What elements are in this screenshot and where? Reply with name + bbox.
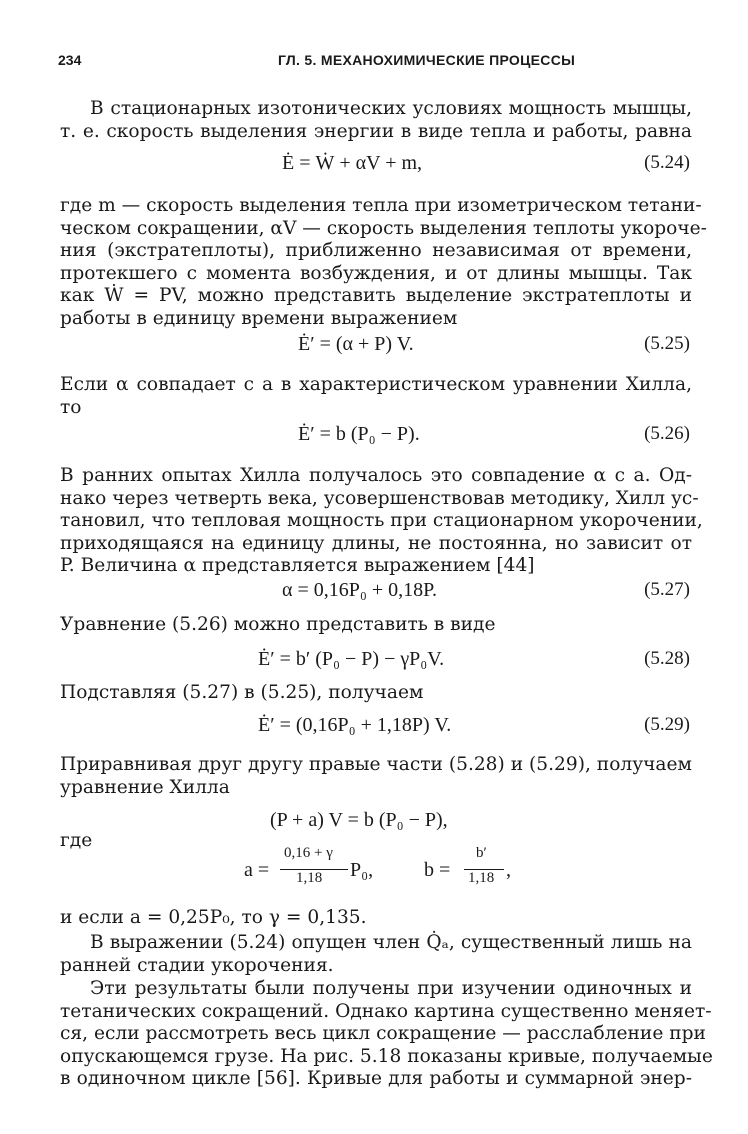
text-line: нако через четверть века, усовершенствовав методику, Хилл ус-: [60, 487, 699, 509]
text-line: Эти результаты были получены при изучении одиночных и: [90, 978, 692, 999]
text-line: ся, если рассмотреть весь цикл сокращение — расслабление при: [60, 1023, 706, 1044]
equation-formula: Ė′ = b′ (P₀ − P) − γP₀V.: [258, 648, 445, 670]
text-line: т. е. скорость выделения энергии в виде тепла и работы, равна: [60, 120, 692, 142]
text-line: В стационарных изотонических условиях мощность мышцы,: [90, 98, 692, 119]
equation-formula: Ė′ = (α + P) V.: [298, 333, 414, 355]
equation-5-26: [60, 423, 692, 449]
text-line: тановил, что тепловая мощность при стационарном укорочении,: [60, 510, 703, 531]
running-header: [58, 52, 690, 74]
equation-5-27: [60, 579, 692, 605]
text-line: в одиночном цикле [56]. Кривые для работы и суммарной энер-: [60, 1068, 692, 1089]
fraction-tail: ,: [506, 859, 511, 881]
equation-5-29: [60, 714, 692, 740]
text-line: Приравнивая друг другу правые части (5.28) и (5.29), получаем: [60, 754, 692, 775]
equation-number: (5.26): [644, 423, 690, 444]
text-line: протекшего с момента возбуждения, и от длины мышцы. Так: [60, 262, 692, 284]
text-line: как Ẇ = PV, можно представить выделение экстратеплоты и: [60, 285, 692, 306]
text-line: ния (экстратеплоты), приближенно независимая от времени,: [60, 240, 692, 261]
equation-formula: (P + a) V = b (P₀ − P),: [270, 809, 448, 831]
paragraph-3: [60, 374, 692, 419]
text-line: где m — скорость выделения тепла при изометрическом тетани-: [60, 195, 702, 216]
equation-formula: Ė′ = (0,16P₀ + 1,18P) V.: [258, 714, 452, 736]
text-line: уравнение Хилла: [60, 776, 230, 798]
text-line: тетанических сокращений. Однако картина существенно меняет-: [60, 1000, 712, 1022]
text-line: и если a = 0,25P₀, то γ = 0,135.: [60, 907, 367, 928]
fraction-denominator: 1,18: [468, 870, 495, 886]
fraction-numerator: 0,16 + γ: [284, 845, 333, 861]
equation-formula: α = 0,16P₀ + 0,18P.: [282, 579, 438, 601]
text-line: Подставляя (5.27) в (5.25), получаем: [60, 682, 424, 703]
text-line: где: [60, 830, 93, 851]
equation-number: (5.28): [644, 648, 690, 669]
paragraph-6: [60, 682, 692, 705]
page-number: 234: [58, 52, 82, 68]
chapter-title: ГЛ. 5. МЕХАНОХИМИЧЕСКИЕ ПРОЦЕССЫ: [278, 52, 576, 68]
equation-formula: Ė = Ẇ + αV + m,: [282, 152, 423, 174]
paragraph-9: [60, 932, 692, 977]
text-line: ческом сокращении, αV — скорость выделения теплоты укороче-: [60, 217, 707, 239]
definition-b: [424, 845, 534, 889]
text-line: приходящаяся на единицу длины, не постоянна, но зависит от: [60, 532, 692, 554]
text-line: Уравнение (5.26) можно представить в виде: [60, 614, 496, 635]
paragraph-1: [60, 98, 692, 143]
paragraph-5: [60, 614, 692, 637]
equation-5-24: [60, 152, 692, 178]
text-line: В выражении (5.24) опущен член Q̇ₐ, существенный лишь на: [90, 932, 692, 953]
definition-a: [244, 845, 384, 889]
equation-number: (5.29): [644, 714, 690, 735]
fraction-lhs: b =: [424, 859, 451, 881]
paragraph-7: [60, 754, 692, 799]
equation-number: (5.27): [644, 579, 690, 600]
fraction-numerator: b′: [476, 845, 487, 861]
paragraph-8: [60, 907, 692, 930]
equation-formula: Ė′ = b (P₀ − P).: [298, 423, 420, 445]
fraction-denominator: 1,18: [296, 870, 323, 886]
equation-number: (5.25): [644, 333, 690, 354]
equation-5-28: [60, 648, 692, 674]
text-line: ранней стадии укорочения.: [60, 954, 334, 976]
paragraph-2: [60, 195, 707, 330]
text-line: то: [60, 396, 82, 418]
text-line: опускающемся грузе. На рис. 5.18 показаны кривые, получаемые: [60, 1045, 713, 1067]
equation-number: (5.24): [644, 152, 690, 173]
text-line: Если α совпадает с a в характеристическом уравнении Хилла,: [60, 374, 692, 395]
fraction-lhs: a =: [244, 859, 270, 881]
equation-5-25: [60, 333, 692, 359]
text-line: работы в единицу времени выражением: [60, 307, 458, 329]
paragraph-10: [60, 978, 713, 1091]
text-line: В ранних опытах Хилла получалось это совпадение α с a. Од-: [60, 465, 692, 486]
text-line: P. Величина α представляется выражением [44]: [60, 555, 535, 576]
fraction-tail: P₀,: [350, 859, 374, 881]
paragraph-4: [60, 465, 703, 578]
